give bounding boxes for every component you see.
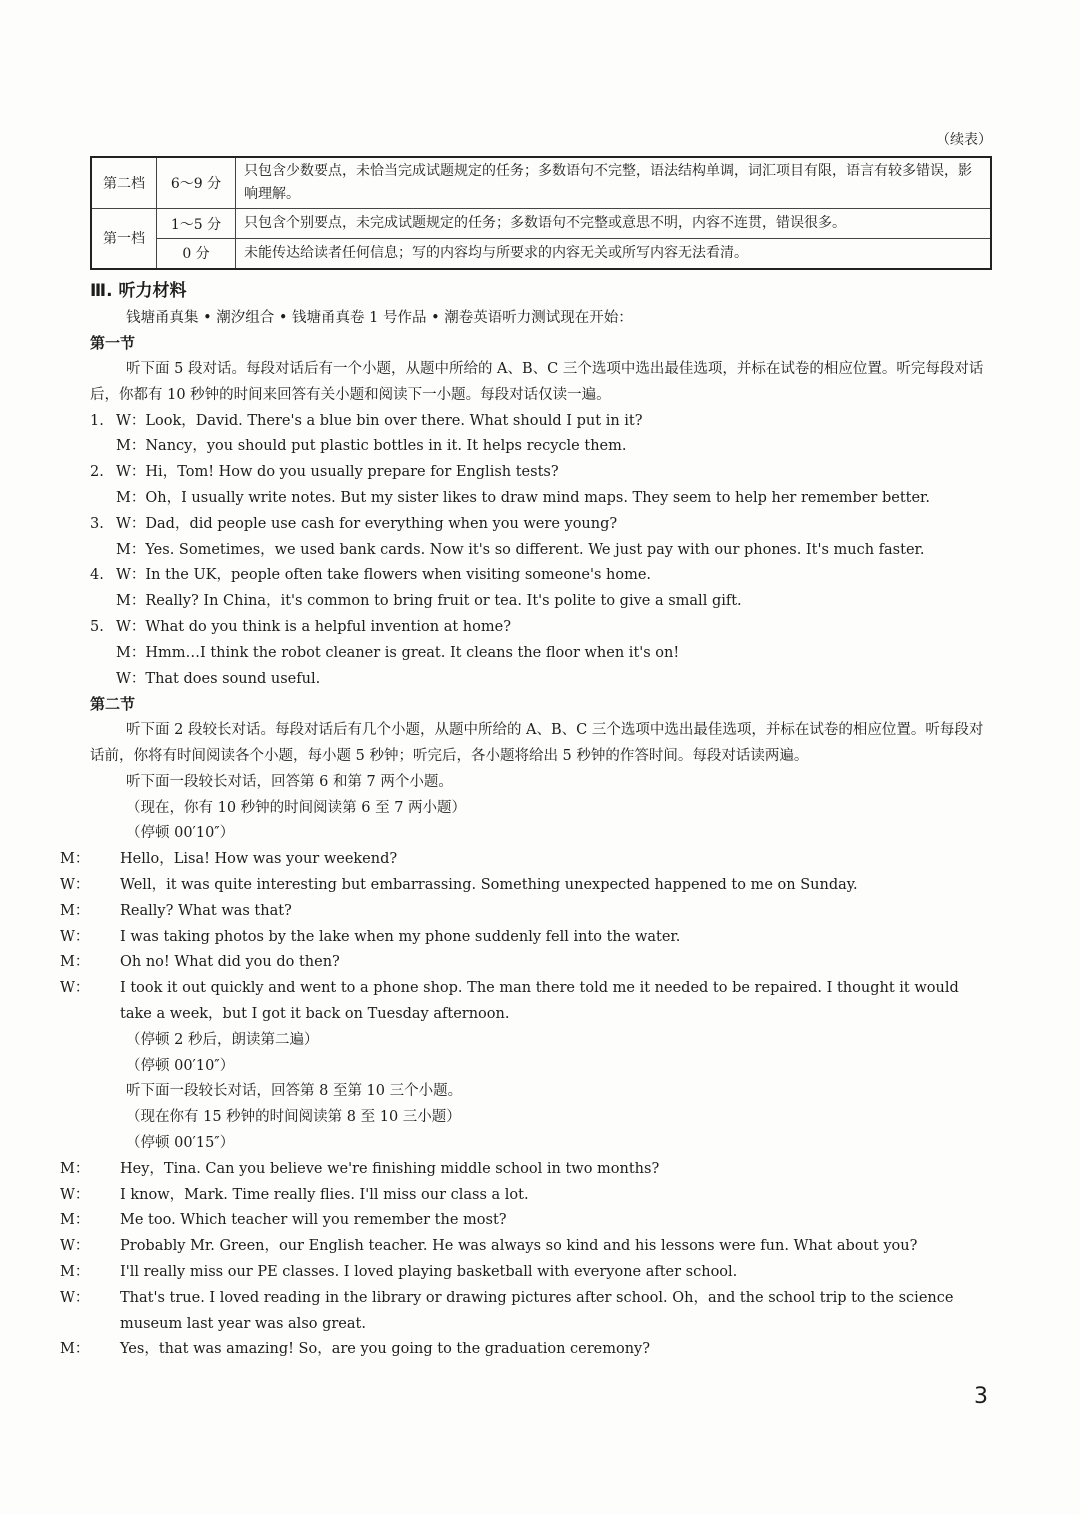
dialogue-line (60, 1260, 992, 1286)
dialogue-body (60, 847, 992, 873)
utterance: Hi，Tom! How do you usually prepare for English tests? (145, 464, 559, 481)
speaker-label: W： (60, 1186, 90, 1203)
dialogue-line (60, 1286, 992, 1338)
conv1-reading-note: （现在，你有 10 秒钟的时间阅读第 6 至 7 两小题） (126, 799, 467, 816)
part1-instructions: 听下面 5 段对话。每段对话后有一个小题，从题中所给的 A、B、C 三个选项中选出最佳选项，并标在试卷的相应位置。听完每段对话后，你都有 10 秒钟的时间来回答有关小题和阅读下一小题。每段对话仅读一遍。 (90, 361, 984, 403)
utterance: Really? What was that? (120, 902, 292, 919)
table-row (91, 209, 991, 239)
utterance: Oh no! What did you do then? (120, 954, 340, 971)
speaker-label: W： (60, 877, 90, 894)
utterance: Well，it was quite interesting but embarrassing. Something unexpected happened to me on Sunday. (120, 877, 858, 894)
utterance: I know，Mark. Time really flies. I'll miss our class a lot. (120, 1186, 529, 1203)
speaker-label: M： (60, 1160, 90, 1177)
utterance: Hello，Lisa! How was your weekend? (120, 851, 398, 868)
dialogue-line (60, 1337, 992, 1363)
dialogue-line (60, 976, 992, 1028)
speaker-label: M： (60, 851, 90, 868)
dialogue-line (90, 589, 992, 615)
points-cell: 1～5 分 (157, 209, 236, 239)
utterance: That's true. I loved reading in the library or drawing pictures after school. Oh，and the school trip to the science museum last year was also great. (120, 1289, 954, 1332)
dialogue-line (90, 667, 992, 693)
dialogue-line (60, 1208, 992, 1234)
speaker-label: M： (60, 902, 90, 919)
utterance: I took it out quickly and went to a phone shop. The man there told me it needed to be repaired. I thought it would take a week，but I got it back on Tuesday afternoon. (120, 980, 959, 1023)
question-number: 2. (90, 464, 104, 481)
conversation-1 (60, 847, 992, 1028)
question-number: 3. (90, 515, 104, 532)
dialogue-line (90, 538, 992, 564)
question-number: 5. (90, 619, 104, 636)
conv1-prompt: 听下面一段较长对话，回答第 6 和第 7 两个小题。 (126, 773, 453, 790)
utterance: Oh，I usually write notes. But my sister likes to draw mind maps. They seem to help her remember better. (145, 490, 931, 507)
grading-table (90, 156, 992, 270)
intro-line: 钱塘甬真集 • 潮汐组合 • 钱塘甬真卷 1 号作品 • 潮卷英语听力测试现在开始： (126, 309, 633, 326)
speaker-label: M： (60, 954, 90, 971)
utterance: That does sound useful. (145, 670, 321, 687)
dialogue-body (60, 1286, 992, 1338)
dialogue-body (60, 925, 992, 951)
dialogue-body (60, 976, 992, 1028)
utterance: Look，David. There's a blue bin over there. What should I put in it? (145, 412, 643, 429)
dialogue-body (60, 950, 992, 976)
speaker-label: M： (60, 1263, 90, 1280)
conv1-pause2-note: （停顿 00′10″） (126, 1057, 235, 1074)
speaker-label: W： (116, 619, 146, 636)
utterance: Dad，did people use cash for everything when you were young? (145, 515, 618, 532)
dialogue-body (60, 899, 992, 925)
dialogue-line (60, 1157, 992, 1183)
conv1-repeat-note: （停顿 2 秒后，朗读第二遍） (126, 1031, 319, 1048)
utterance: Hmm…I think the robot cleaner is great. It cleans the floor when it's on! (145, 644, 680, 661)
part1-heading: 第一节 (90, 334, 136, 353)
dialogue-line (60, 1234, 992, 1260)
section-title: Ⅲ. 听力材料 (90, 280, 187, 301)
utterance: What do you think is a helpful invention at home? (145, 619, 511, 636)
page-number: 3 (974, 1384, 988, 1409)
dialogue-line (90, 615, 992, 641)
level-cell: 第二档 (91, 157, 157, 209)
utterance: Hey，Tina. Can you believe we're finishing middle school in two months? (120, 1160, 660, 1177)
dialogue-line (60, 847, 992, 873)
dialogue-line (90, 641, 992, 667)
conv2-reading-note: （现在你有 15 秒钟的时间阅读第 8 至 10 三小题） (126, 1109, 461, 1126)
dialogue-line (60, 1183, 992, 1209)
utterance: I'll really miss our PE classes. I loved playing basketball with everyone after school. (120, 1263, 738, 1280)
utterance: Nancy，you should put plastic bottles in it. It helps recycle them. (145, 438, 627, 455)
speaker-label: M： (116, 593, 146, 610)
dialogue-body (60, 1157, 992, 1183)
dialogue-body (60, 1260, 992, 1286)
dialogue-line (90, 563, 992, 589)
utterance: Probably Mr. Green，our English teacher. He was always so kind and his lessons were fun. What about you? (120, 1238, 918, 1255)
part2-heading: 第二节 (90, 695, 136, 714)
speaker-label: M： (116, 541, 146, 558)
dialogue-body (60, 1208, 992, 1234)
speaker-label: M： (60, 1212, 90, 1229)
dialogue-body (60, 873, 992, 899)
dialogue-line (60, 950, 992, 976)
description-cell: 只包含个别要点，未完成试题规定的任务；多数语句不完整或意思不明，内容不连贯，错误很多。 (236, 209, 992, 239)
conversation-2 (60, 1157, 992, 1363)
dialogue-body (60, 1234, 992, 1260)
dialogue-body (60, 1183, 992, 1209)
conv2-pause-note: （停顿 00′15″） (126, 1135, 235, 1151)
points-cell: 6～9 分 (157, 157, 236, 209)
table-row (91, 157, 991, 209)
question-number: 1. (90, 412, 104, 429)
continued-label: （续表） (936, 132, 992, 148)
dialogue-line (90, 512, 992, 538)
dialogue-line (90, 460, 992, 486)
dialogue-line (60, 873, 992, 899)
dialogue-line (90, 409, 992, 435)
description-cell: 未能传达给读者任何信息；写的内容均与所要求的内容无关或所写内容无法看清。 (236, 239, 992, 269)
conv2-prompt: 听下面一段较长对话，回答第 8 至第 10 三个小题。 (126, 1083, 463, 1100)
utterance: In the UK，people often take flowers when visiting someone's home. (145, 567, 652, 584)
utterance: Yes. Sometimes，we used bank cards. Now it's so different. We just pay with our phones. It's much faster. (145, 541, 925, 558)
document-page (60, 128, 992, 1363)
points-cell: 0 分 (157, 239, 236, 269)
speaker-label: M： (116, 490, 146, 507)
speaker-label: W： (116, 412, 146, 429)
speaker-label: W： (60, 928, 90, 945)
speaker-label: W： (60, 1289, 90, 1306)
dialogue-line (60, 925, 992, 951)
speaker-label: M： (60, 1341, 90, 1358)
table-row (91, 239, 991, 269)
speaker-label: W： (60, 980, 90, 997)
speaker-label: W： (116, 670, 146, 687)
conv1-pause-note: （停顿 00′10″） (126, 825, 235, 842)
utterance: Really? In China，it's common to bring fruit or tea. It's polite to give a small gift. (145, 593, 742, 610)
level-cell: 第一档 (91, 209, 157, 269)
question-number: 4. (90, 567, 104, 584)
dialogue-line (60, 899, 992, 925)
description-cell: 只包含少数要点，未恰当完成试题规定的任务；多数语句不完整，语法结构单调，词汇项目有限，语言有较多错误，影响理解。 (236, 157, 992, 209)
part2-instructions: 听下面 2 段较长对话。每段对话后有几个小题，从题中所给的 A、B、C 三个选项中选出最佳选项，并标在试卷的相应位置。听每段对话前，你将有时间阅读各个小题，每小题 5 秒钟；听完后，各小题将给出 5 秒钟的作答时间。每段对话读两遍。 (90, 722, 984, 765)
utterance: Yes，that was amazing! So，are you going to the graduation ceremony? (120, 1341, 651, 1358)
dialogue-body (60, 1337, 992, 1363)
dialogue-line (90, 486, 992, 512)
speaker-label: M： (116, 438, 146, 455)
speaker-label: W： (116, 567, 146, 584)
speaker-label: M： (116, 644, 146, 661)
speaker-label: W： (60, 1238, 90, 1255)
dialogue-line (90, 434, 992, 460)
utterance: Me too. Which teacher will you remember the most? (120, 1212, 507, 1229)
speaker-label: W： (116, 515, 146, 532)
speaker-label: W： (116, 464, 146, 481)
part1-dialogues (90, 409, 992, 693)
utterance: I was taking photos by the lake when my phone suddenly fell into the water. (120, 928, 681, 945)
